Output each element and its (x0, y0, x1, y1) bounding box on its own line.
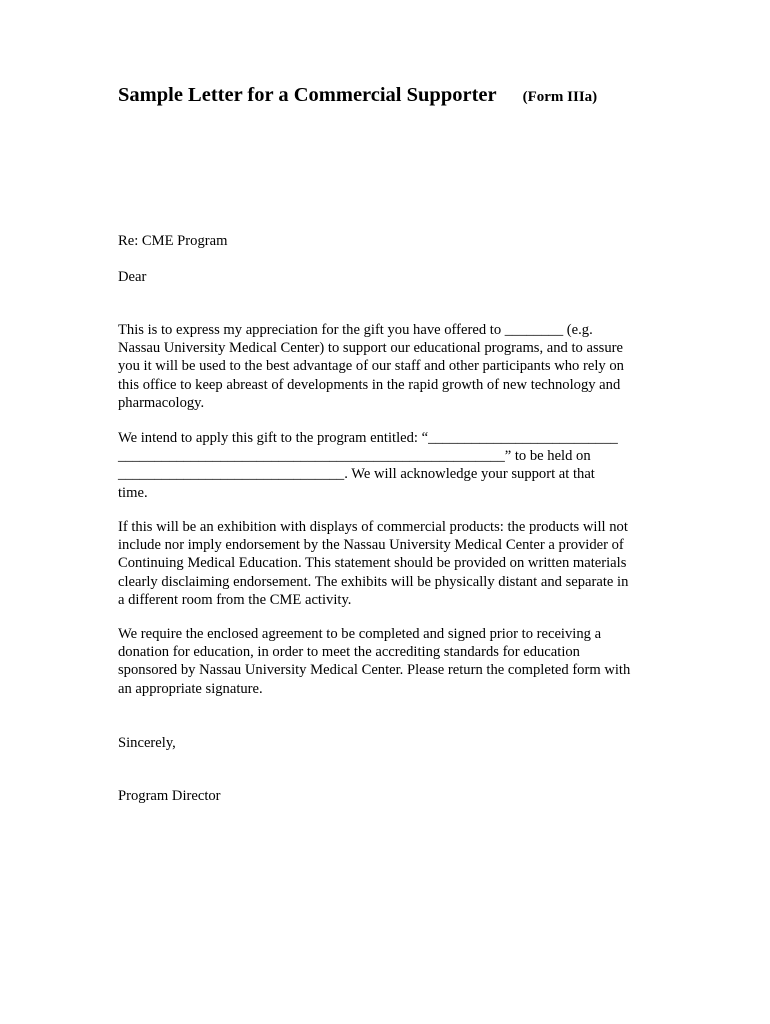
paragraph-line: We require the enclosed agreement to be completed and signed prior to receiving a (118, 626, 602, 642)
paragraph-line: an appropriate signature. (118, 680, 263, 697)
paragraph-line: Nassau University Medical Center) to support our educational programs, and to assure (118, 340, 623, 357)
paragraph-line: include nor imply endorsement by the Nassau University Medical Center a provider of (118, 537, 624, 554)
signer-title: Program Director (118, 788, 221, 804)
paragraph-line: sponsored by Nassau University Medical Center. Please return the completed form with (118, 662, 631, 679)
paragraph-exhibition (118, 518, 658, 609)
paragraph-line: clearly disclaiming endorsement. The exhibits will be physically distant and separate in (118, 573, 629, 590)
paragraph-line: We intend to apply this gift to the program entitled: “__________________________ (118, 430, 618, 446)
paragraph-agreement (118, 625, 658, 698)
paragraph-line: you it will be used to the best advantage of our staff and other participants who rely on (118, 358, 624, 375)
paragraph-line: _______________________________. We will acknowledge your support at that (118, 466, 595, 483)
closing: Sincerely, (118, 735, 176, 751)
paragraph-line: pharmacology. (118, 394, 205, 411)
salutation: Dear (118, 269, 147, 285)
paragraph-line: This is to express my appreciation for the gift you have offered to ________ (e.g. (118, 322, 593, 338)
paragraph-line: a different room from the CME activity. (118, 591, 352, 608)
re-line: Re: CME Program (118, 233, 228, 249)
document-title: Sample Letter for a Commercial Supporter (118, 84, 497, 106)
form-label: (Form IIIa) (522, 89, 598, 105)
paragraph-line: _____________________________________________________” to be held on (118, 448, 591, 465)
paragraph-program (118, 429, 658, 502)
paragraph-appreciation (118, 321, 658, 412)
paragraph-line: this office to keep abreast of developments in the rapid growth of new technology and (118, 376, 621, 393)
paragraph-line: If this will be an exhibition with displays of commercial products: the products will not (118, 519, 628, 535)
title-row (118, 84, 597, 107)
paragraph-line: time. (118, 484, 148, 501)
paragraph-line: Continuing Medical Education. This statement should be provided on written materials (118, 555, 627, 572)
paragraph-line: donation for education, in order to meet the accrediting standards for education (118, 644, 580, 661)
